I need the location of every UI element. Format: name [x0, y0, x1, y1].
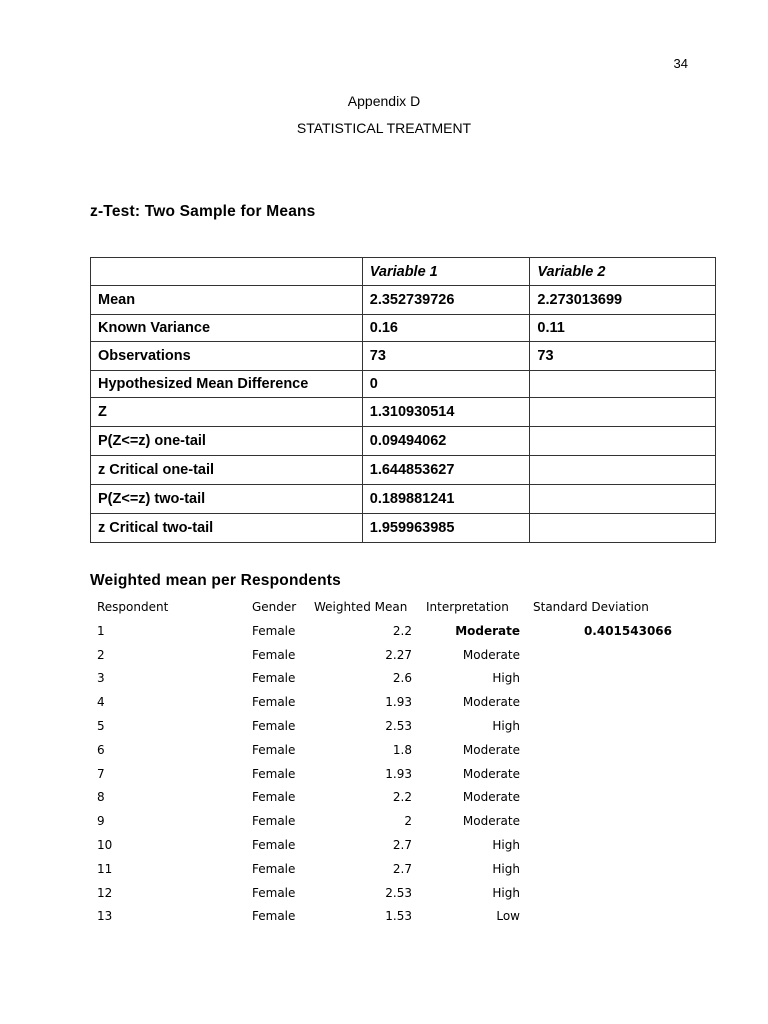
respondent-gender: Female	[252, 718, 296, 733]
table-row	[90, 786, 690, 810]
row-label: z Critical two-tail	[91, 514, 363, 543]
respondent-weighted-mean: 1.8	[392, 742, 412, 757]
respondent-gender: Female	[252, 742, 296, 757]
ztest-header-cell	[91, 258, 363, 286]
respondent-interpretation: High	[492, 671, 520, 686]
variable-2-value: 0.11	[530, 315, 716, 342]
header-gender: Gender	[252, 600, 297, 614]
row-label: z Critical one-tail	[91, 456, 363, 485]
ztest-heading: z-Test: Two Sample for Means	[90, 203, 316, 220]
table-row	[91, 398, 716, 427]
header-interpretation: Interpretation	[426, 600, 509, 614]
standard-deviation-value: 0.401543066	[583, 623, 672, 638]
respondent-weighted-mean: 2.2	[392, 623, 412, 638]
weighted-mean-header-row	[90, 596, 690, 620]
row-label: Mean	[91, 286, 363, 315]
variable-2-value	[530, 371, 716, 398]
table-row	[90, 882, 690, 906]
respondent-interpretation: Moderate	[462, 790, 520, 805]
respondent-number: 13	[97, 909, 113, 924]
respondent-gender: Female	[252, 909, 296, 924]
variable-1-value: 1.644853627	[362, 456, 530, 485]
appendix-title: Appendix D	[347, 93, 421, 109]
respondent-gender: Female	[252, 861, 296, 876]
ztest-header-variable-1: Variable 1	[362, 258, 530, 286]
variable-2-value	[530, 456, 716, 485]
respondent-number: 4	[97, 695, 105, 710]
header-weighted-mean: Weighted Mean	[314, 600, 408, 614]
respondent-gender: Female	[252, 766, 296, 781]
table-row	[91, 514, 716, 543]
respondent-gender: Female	[252, 814, 296, 829]
respondent-interpretation: High	[492, 861, 520, 876]
respondent-number: 6	[97, 742, 105, 757]
row-label: Observations	[91, 342, 363, 371]
variable-1-value: 1.310930514	[362, 398, 530, 427]
respondent-weighted-mean: 2.2	[392, 790, 412, 805]
table-row	[90, 715, 690, 739]
respondent-weighted-mean: 2.27	[385, 647, 412, 662]
respondent-interpretation: Moderate	[462, 766, 520, 781]
respondent-number: 11	[97, 861, 113, 876]
respondent-interpretation: High	[492, 718, 520, 733]
variable-1-value: 0.16	[362, 315, 530, 342]
respondent-number: 5	[97, 718, 105, 733]
table-row	[91, 485, 716, 514]
respondent-weighted-mean: 1.93	[385, 695, 412, 710]
variable-2-value	[530, 398, 716, 427]
row-label: P(Z<=z) one-tail	[91, 427, 363, 456]
respondent-interpretation: High	[492, 885, 520, 900]
ztest-header-row	[91, 258, 716, 286]
respondent-number: 7	[97, 766, 105, 781]
respondent-gender: Female	[252, 623, 296, 638]
respondent-interpretation: Low	[496, 909, 520, 924]
respondent-number: 1	[97, 623, 105, 638]
respondent-gender: Female	[252, 837, 296, 852]
table-row	[90, 763, 690, 787]
table-row	[90, 905, 690, 929]
respondent-number: 9	[97, 814, 105, 829]
table-row	[90, 739, 690, 763]
respondent-gender: Female	[252, 671, 296, 686]
table-row	[90, 858, 690, 882]
ztest-header-variable-2: Variable 2	[530, 258, 716, 286]
variable-2-value	[530, 514, 716, 543]
variable-1-value: 1.959963985	[362, 514, 530, 543]
respondent-weighted-mean: 2.6	[392, 671, 412, 686]
table-row	[91, 371, 716, 398]
variable-2-value	[530, 427, 716, 456]
table-row	[91, 427, 716, 456]
weighted-mean-heading: Weighted mean per Respondents	[90, 572, 341, 589]
row-label: P(Z<=z) two-tail	[91, 485, 363, 514]
respondent-weighted-mean: 1.53	[385, 909, 412, 924]
respondent-gender: Female	[252, 647, 296, 662]
respondent-interpretation: Moderate	[455, 623, 520, 638]
respondent-number: 8	[97, 790, 105, 805]
table-row	[91, 342, 716, 371]
table-row	[90, 834, 690, 858]
page-number: 34	[673, 56, 688, 71]
respondent-interpretation: Moderate	[462, 695, 520, 710]
respondent-gender: Female	[252, 790, 296, 805]
respondent-weighted-mean: 1.93	[385, 766, 412, 781]
variable-2-value	[530, 485, 716, 514]
row-label: Z	[91, 398, 363, 427]
respondent-weighted-mean: 2.53	[385, 885, 412, 900]
respondent-number: 12	[97, 885, 113, 900]
variable-1-value: 0.189881241	[362, 485, 530, 514]
appendix-subtitle: STATISTICAL TREATMENT	[296, 120, 472, 136]
table-row	[90, 667, 690, 691]
table-row	[91, 286, 716, 315]
table-row	[90, 810, 690, 834]
respondent-weighted-mean: 2.7	[392, 861, 412, 876]
table-row	[90, 691, 690, 715]
header-respondent: Respondent	[97, 600, 169, 614]
respondent-number: 10	[97, 837, 113, 852]
variable-1-value: 2.352739726	[362, 286, 530, 315]
variable-2-value: 73	[530, 342, 716, 371]
table-row	[91, 456, 716, 485]
variable-1-value: 0	[362, 371, 530, 398]
table-row	[90, 620, 690, 644]
respondent-number: 3	[97, 671, 105, 686]
respondent-weighted-mean: 2.53	[385, 718, 412, 733]
respondent-weighted-mean: 2	[404, 814, 412, 829]
respondent-interpretation: Moderate	[462, 742, 520, 757]
respondent-interpretation: Moderate	[462, 814, 520, 829]
header-standard-deviation: Standard Deviation	[533, 600, 649, 614]
respondent-number: 2	[97, 647, 105, 662]
table-row	[90, 644, 690, 668]
respondent-gender: Female	[252, 695, 296, 710]
weighted-mean-table	[90, 596, 690, 929]
respondent-gender: Female	[252, 885, 296, 900]
row-label: Hypothesized Mean Difference	[91, 371, 363, 398]
variable-1-value: 73	[362, 342, 530, 371]
respondent-weighted-mean: 2.7	[392, 837, 412, 852]
respondent-interpretation: High	[492, 837, 520, 852]
ztest-table	[90, 257, 716, 543]
table-row	[91, 315, 716, 342]
respondent-interpretation: Moderate	[462, 647, 520, 662]
variable-2-value: 2.273013699	[530, 286, 716, 315]
variable-1-value: 0.09494062	[362, 427, 530, 456]
row-label: Known Variance	[91, 315, 363, 342]
